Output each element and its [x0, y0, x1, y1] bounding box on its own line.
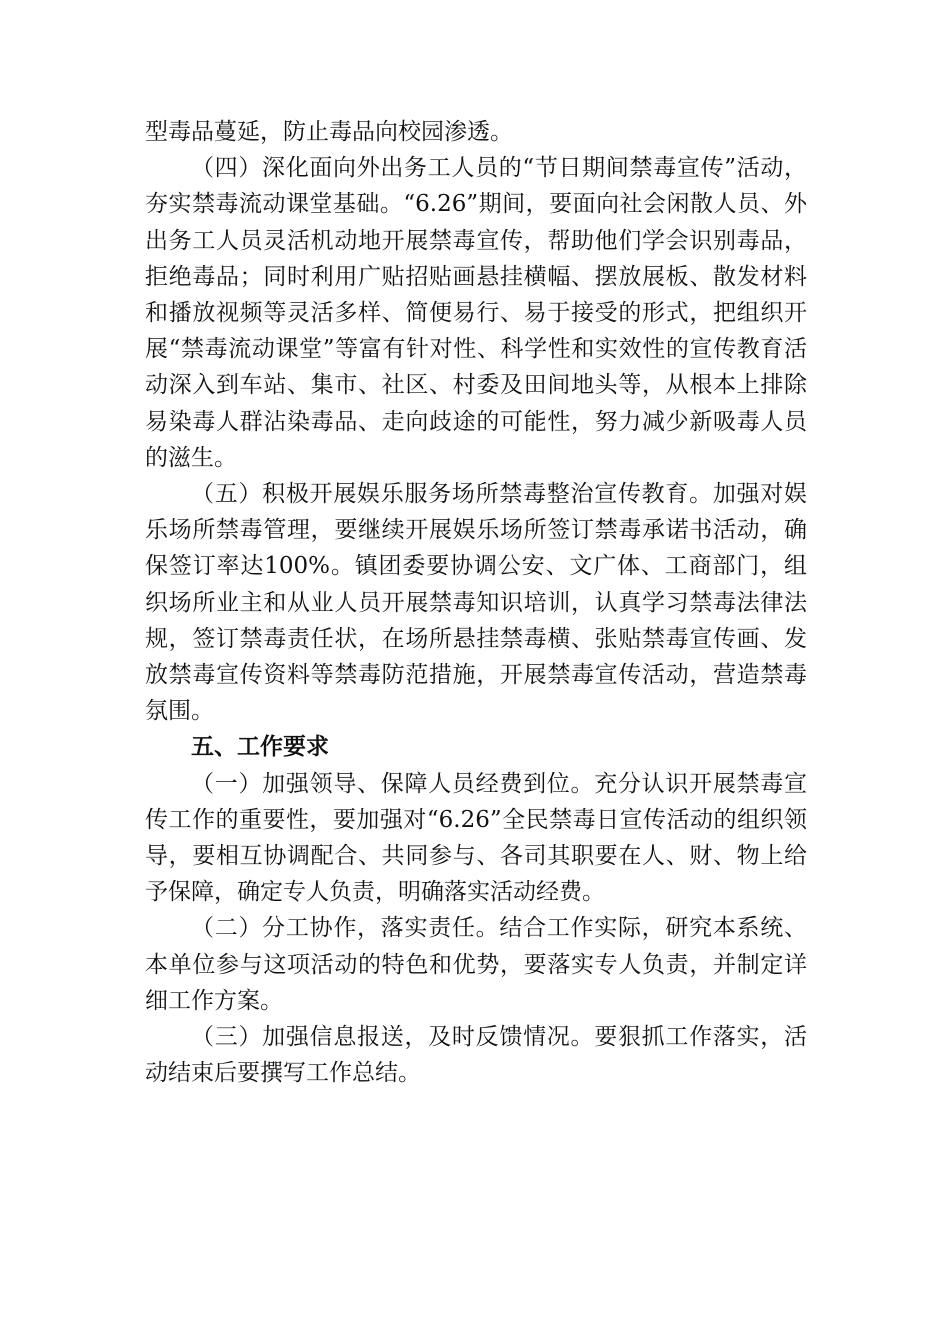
section-heading-work-requirements: 五、工作要求	[191, 734, 329, 761]
paragraph-section-4: （四）深化面向外出务工人员的“节日期间禁毒宣传”活动，夯实禁毒流动课堂基础。“6.26”期间，要面向社会闲散人员、外出务工人员灵活机动地开展禁毒宣传，帮助他们学会识别毒品，拒绝毒品；同时利用广贴招贴画悬挂横幅、摆放展板、散发材料和播放视频等灵活多样、简便易行、易于接受的形式，把组织开展“禁毒流动课堂”等富有针对性、科学性和实效性的宣传教育活动深入到车站、集市、社区、村委及田间地头等，从根本上排除易染毒人群沾染毒品、走向歧途的可能性，努力减少新吸毒人员的滋生。	[145, 155, 807, 471]
paragraph-requirement-3: （三）加强信息报送，及时反馈情况。要狠抓工作落实，活动结束后要撰写工作总结。	[145, 1024, 807, 1087]
paragraph-continuation: 型毒品蔓延，防止毒品向校园渗透。	[145, 119, 513, 145]
document-body	[145, 114, 807, 1091]
paragraph-requirement-1: （一）加强领导、保障人员经费到位。充分认识开展禁毒宣传工作的重要性，要加强对“6.26”全民禁毒日宣传活动的组织领导，要相互协调配合、共同参与、各司其职要在人、财、物上给予保障，确定专人负责，明确落实活动经费。	[145, 770, 807, 906]
paragraph-section-5: （五）积极开展娱乐服务场所禁毒整治宣传教育。加强对娱乐场所禁毒管理，要继续开展娱乐场所签订禁毒承诺书活动，确保签订率达100%。镇团委要协调公安、文广体、工商部门，组织场所业主和从业人员开展禁毒知识培训，认真学习禁毒法律法规，签订禁毒责任状，在场所悬挂禁毒横、张贴禁毒宣传画、发放禁毒宣传资料等禁毒防范措施，开展禁毒宣传活动，营造禁毒氛围。	[145, 481, 807, 725]
paragraph-requirement-2: （二）分工协作，落实责任。结合工作实际，研究本系统、本单位参与这项活动的特色和优势，要落实专人负责，并制定详细工作方案。	[145, 915, 807, 1014]
